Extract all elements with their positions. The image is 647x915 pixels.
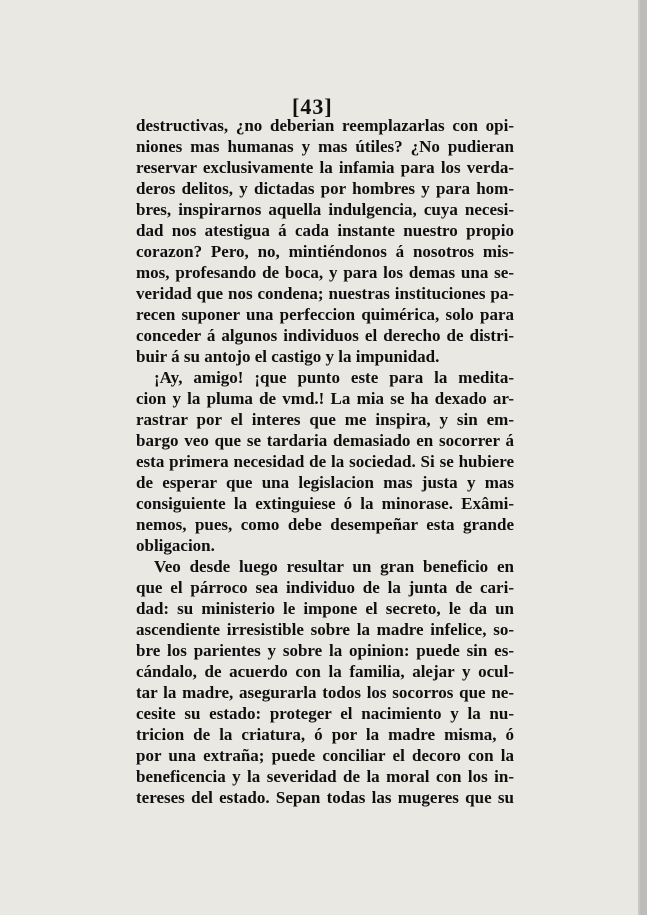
text-line: destructivas, ¿no deberian reemplazarlas con opi- [136, 116, 514, 135]
paragraph-3 [136, 556, 514, 808]
text-line: tar la madre, asegurarla todos los socorros que ne- [136, 683, 514, 702]
body-text [136, 115, 514, 808]
text-line: obligacion. [136, 536, 215, 555]
text-line: veridad que nos condena; nuestras instituciones pa- [136, 284, 514, 303]
text-line: cesite su estado: proteger el nacimiento y la nu- [136, 704, 514, 723]
text-line: por una extraña; puede conciliar el decoro con la [136, 746, 514, 765]
text-line: dad: su ministerio le impone el secreto, le da un [136, 599, 514, 618]
text-line: Veo desde luego resultar un gran beneficio en [154, 557, 514, 576]
page-number: [43] [292, 94, 333, 119]
text-line: deros delitos, y dictadas por hombres y para hom- [136, 179, 514, 198]
text-line: corazon? Pero, no, mintiéndonos á nosotros mis- [136, 242, 514, 261]
text-line: bre los parientes y sobre la opinion: puede sin es- [136, 641, 514, 660]
paragraph-2 [136, 367, 514, 556]
text-line: conceder á algunos individuos el derecho de distri- [136, 326, 514, 345]
text-line: buir á su antojo el castigo y la impunidad. [136, 347, 440, 366]
text-line: tricion de la criatura, ó por la madre misma, ó [136, 725, 514, 744]
text-line: nemos, pues, como debe desempeñar esta grande [136, 515, 514, 534]
page-edge [640, 0, 647, 915]
text-line: cion y la pluma de vmd.! La mia se ha dexado ar- [136, 389, 514, 408]
text-line: mos, profesando de boca, y para los demas una se- [136, 263, 514, 282]
text-line: ascendiente irresistible sobre la madre infelice, so- [136, 620, 514, 639]
text-line: cándalo, de acuerdo con la familia, alejar y ocul- [136, 662, 514, 681]
text-line: esta primera necesidad de la sociedad. Si se hubiere [136, 452, 514, 471]
text-line: recen suponer una perfeccion quimérica, solo para [136, 305, 514, 324]
text-line: rastrar por el interes que me inspira, y sin em- [136, 410, 514, 429]
text-line: bres, inspirarnos aquella indulgencia, cuya necesi- [136, 200, 514, 219]
text-line: que el párroco sea individuo de la junta de cari- [136, 578, 514, 597]
text-line: ¡Ay, amigo! ¡que punto este para la medita- [154, 368, 514, 387]
text-line: reservar exclusivamente la infamia para los verda- [136, 158, 514, 177]
text-line: de esperar que una legislacion mas justa y mas [136, 473, 514, 492]
text-line: dad nos atestigua á cada instante nuestro propio [136, 221, 514, 240]
text-line: bargo veo que se tardaria demasiado en socorrer á [136, 431, 514, 450]
text-line: beneficencia y la severidad de la moral con los in- [136, 767, 514, 786]
text-line: niones mas humanas y mas útiles? ¿No pudieran [136, 137, 514, 156]
text-line: consiguiente la extinguiese ó la minorase. Exâmi- [136, 494, 514, 513]
text-line: tereses del estado. Sepan todas las mugeres que su [136, 788, 514, 807]
paragraph-1 [136, 115, 514, 367]
